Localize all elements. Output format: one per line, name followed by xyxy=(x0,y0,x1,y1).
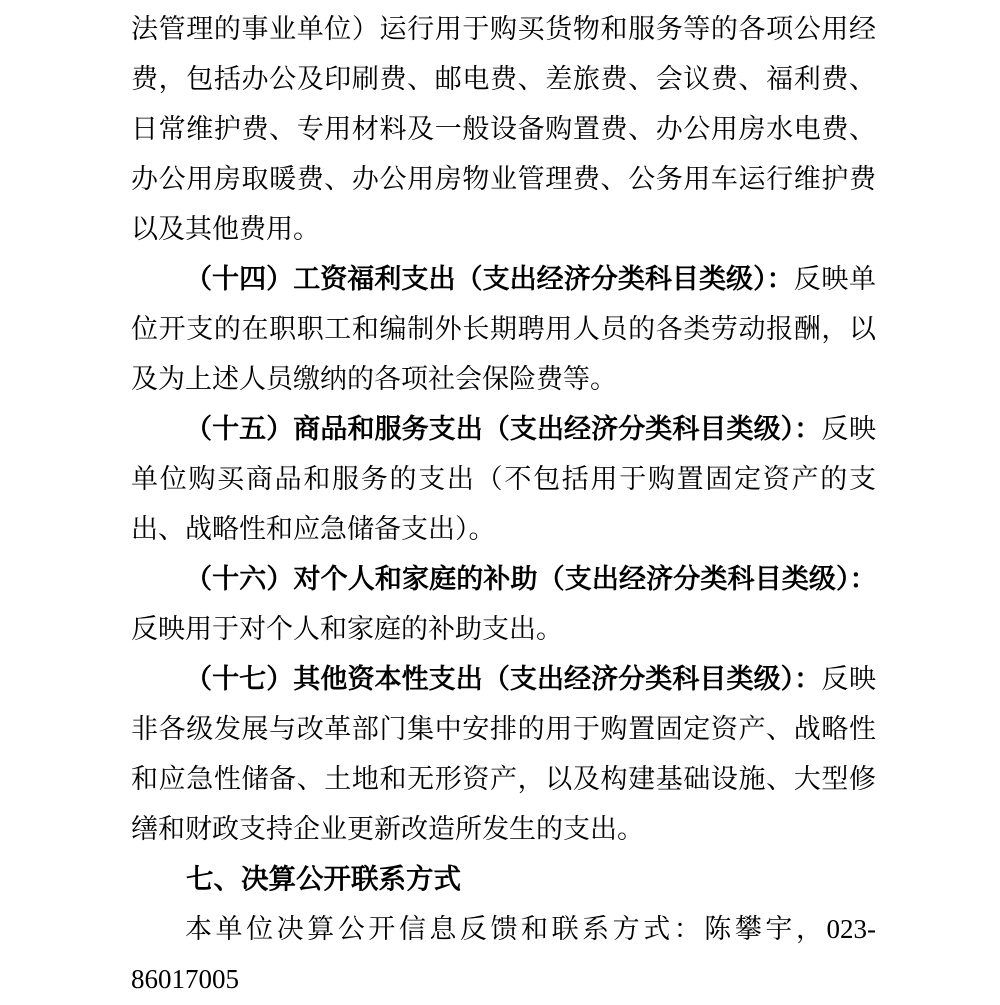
term-paragraph-16 xyxy=(131,554,876,654)
term-body-17: 反映非各级发展与改革部门集中安排的用于购置固定资产、战略性和应急性储备、土地和无形资产，以及构建基础设施、大型修缮和财政支持企业更新改造所发生的支出。 xyxy=(131,664,877,844)
term-paragraph-14 xyxy=(131,254,876,404)
section-heading: 七、决算公开联系方式 xyxy=(186,863,461,894)
term-paragraph-17 xyxy=(131,654,876,854)
contact-phone-line: 86017005 xyxy=(131,964,239,994)
term-lead-15: （十五）商品和服务支出（支出经济分类科目类级）： xyxy=(185,414,822,444)
term-paragraph-15 xyxy=(131,404,876,554)
term-body-15: 反映单位购买商品和服务的支出（不包括用于购置固定资产的支出、战略性和应急储备支出）。 xyxy=(131,414,877,544)
term-lead-14: （十四）工资福利支出（支出经济分类科目类级）： xyxy=(185,264,794,294)
contact-paragraph xyxy=(131,904,876,1004)
paragraph-continuation: 法管理的事业单位）运行用于购买货物和服务等的各项公用经费，包括办公及印刷费、邮电费、差旅费、会议费、福利费、日常维护费、专用材料及一般设备购置费、办公用房水电费、办公用房取暖费、办公用房物业管理费、公务用车运行维护费以及其他费用。 xyxy=(131,14,876,244)
term-lead-16: （十六）对个人和家庭的补助（支出经济分类科目类级）： xyxy=(185,564,876,594)
term-lead-17: （十七）其他资本性支出（支出经济分类科目类级）： xyxy=(185,664,822,694)
contact-info-line: 本单位决算公开信息反馈和联系方式：陈攀宇，023- xyxy=(185,914,876,944)
term-body-14: 反映单位开支的在职职工和编制外长期聘用人员的各类劳动报酬，以及为上述人员缴纳的各项社会保险费等。 xyxy=(131,264,877,394)
term-body-16: 反映用于对个人和家庭的补助支出。 xyxy=(131,614,563,644)
